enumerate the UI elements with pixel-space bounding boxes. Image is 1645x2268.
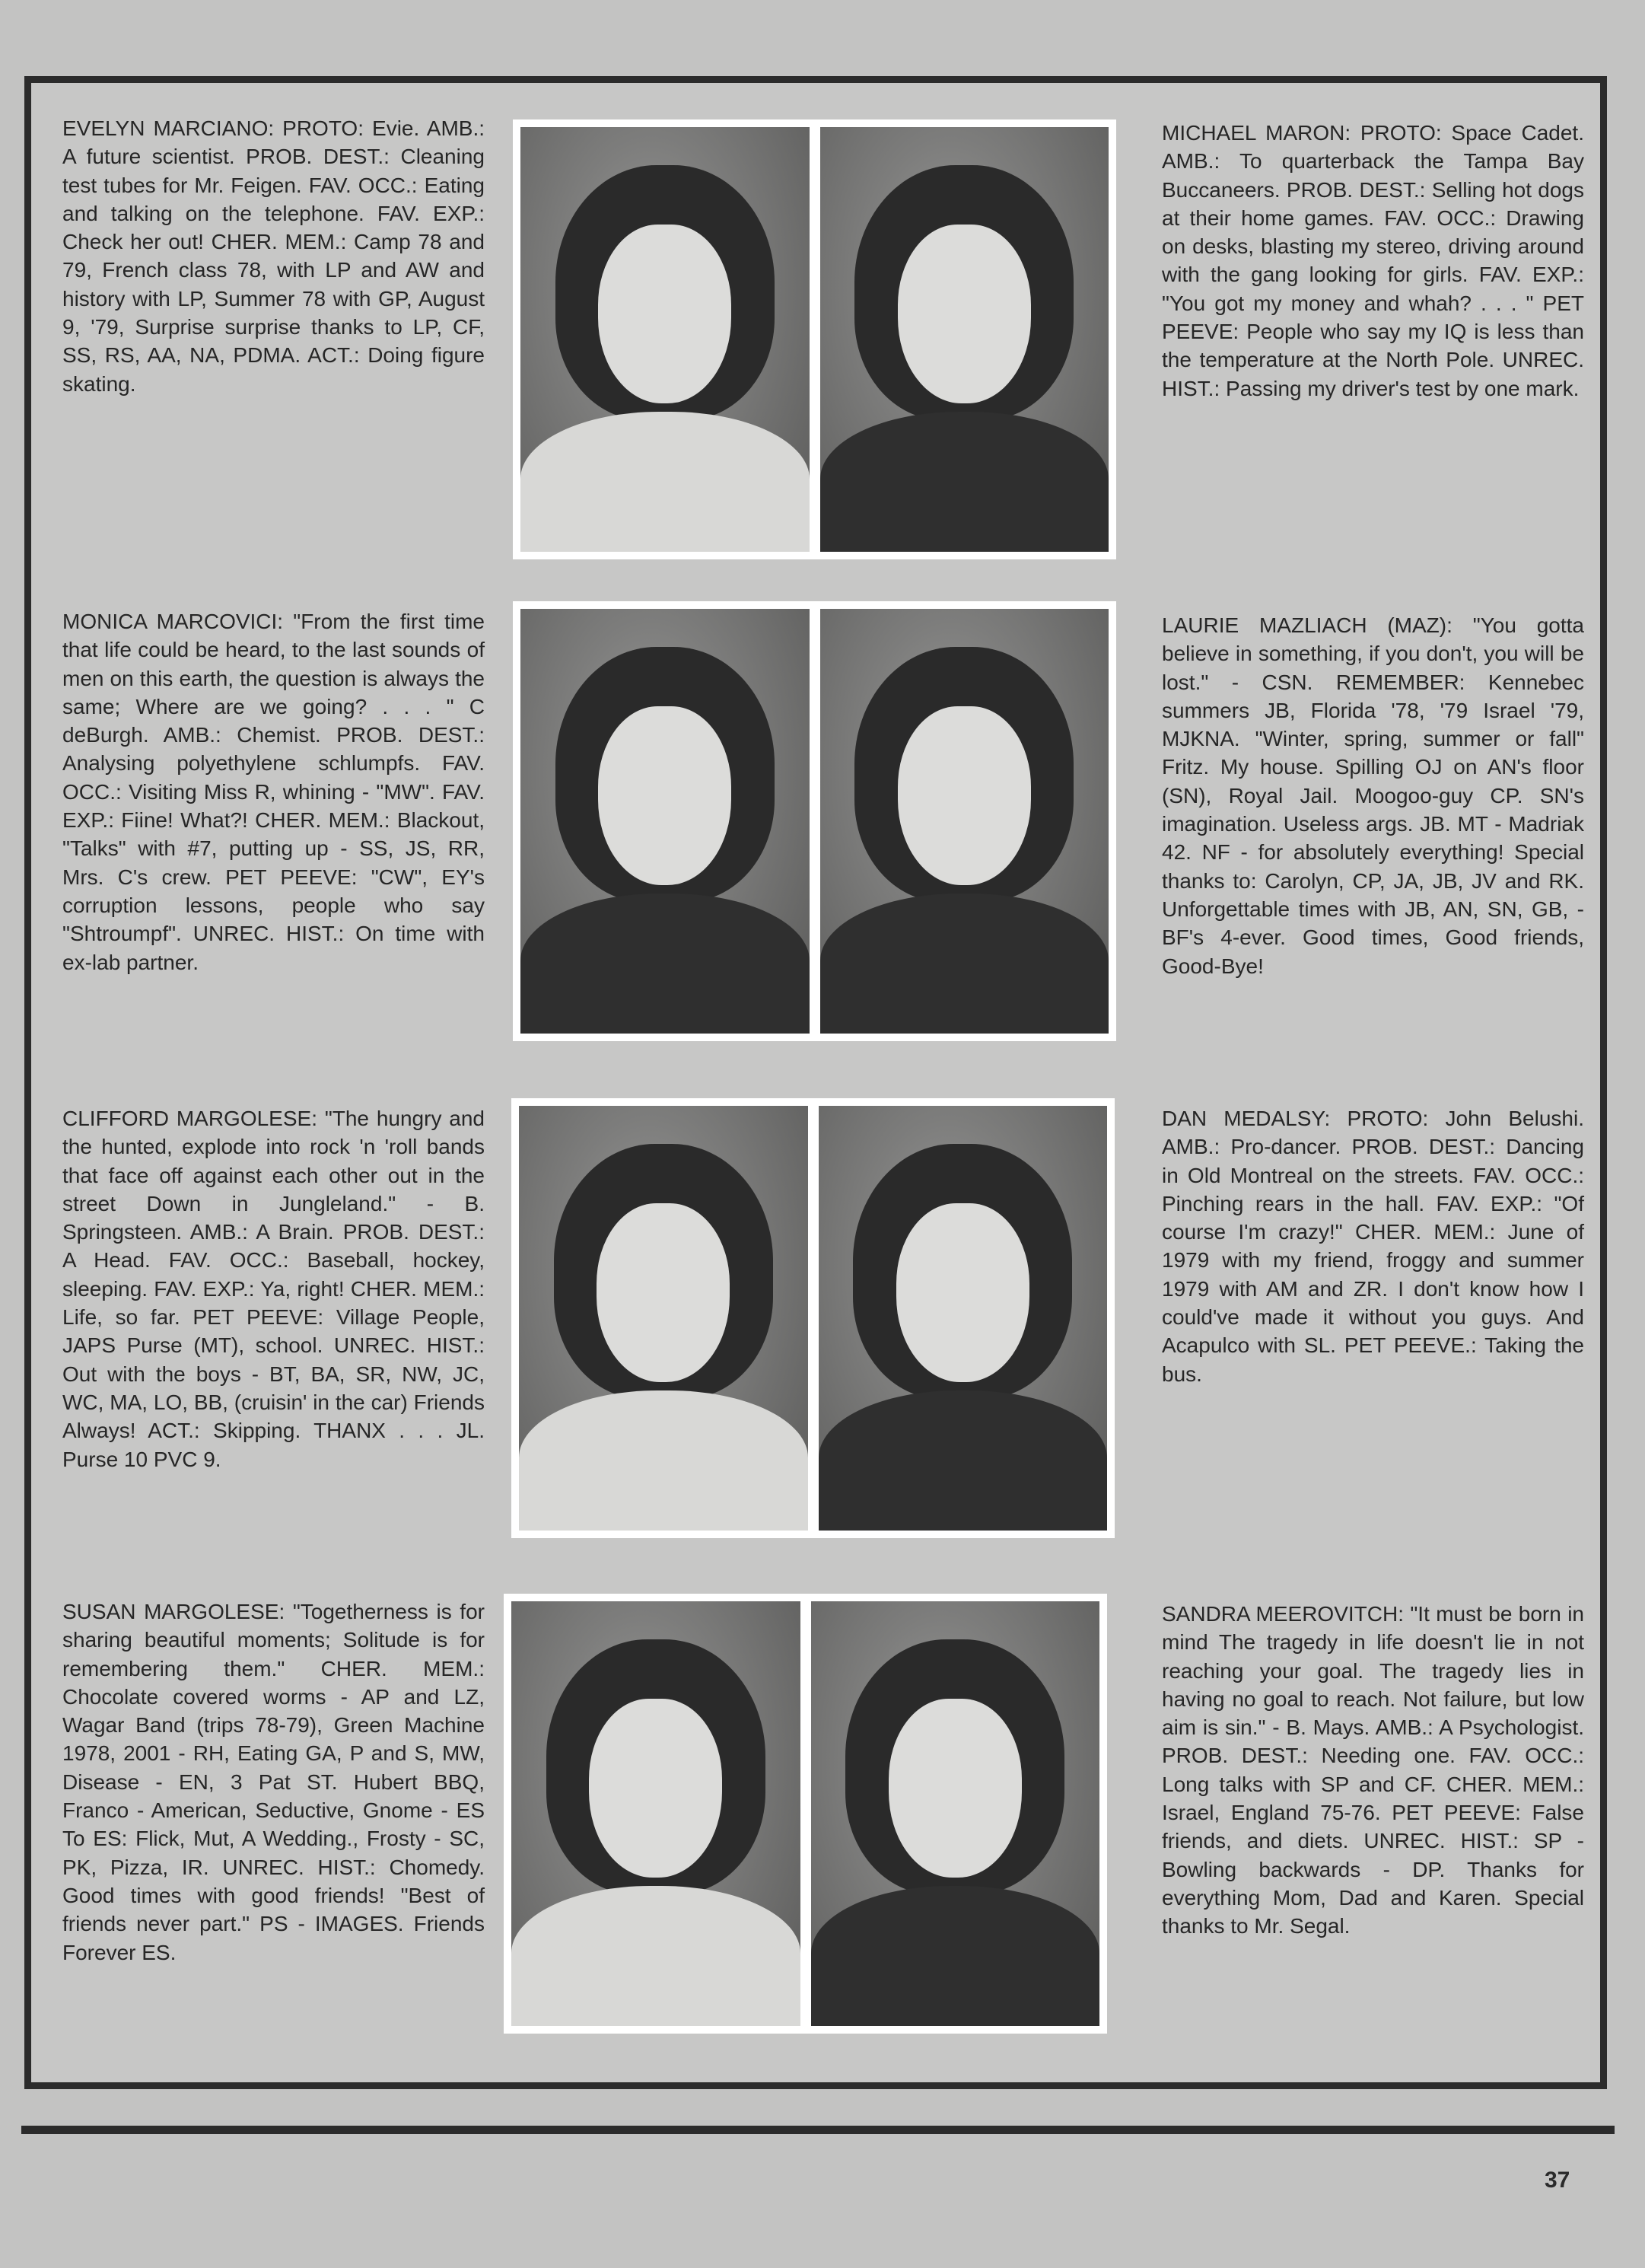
portrait-laurie-mazliach bbox=[820, 609, 1109, 1034]
bio-michael-maron: MICHAEL MARON: PROTO: Space Cadet. AMB.: To quarterback the Tampa Bay Buccaneers. PROB. DEST.: Selling hot dogs at their home games. FAV. OCC.: Drawing on desks, blasting my stereo, driving around with the gang looking for girls. FAV. EXP.: "You got my money and whah? . . . " PET PEEVE: People who say my IQ is less than the temperature at the North Pole. UNREC. HIST.: Passing my driver's test by one mark. bbox=[1162, 121, 1584, 400]
portrait-susan-margolese bbox=[511, 1601, 800, 2026]
bio-evelyn-marciano: EVELYN MARCIANO: PROTO: Evie. AMB.: A future scientist. PROB. DEST.: Cleaning test tubes for Mr. Feigen. FAV. OCC.: Eating and talking on the telephone. FAV. EXP.: Check her out! CHER. MEM.: Camp 78 and 79, French class 78, with LP and AW and history with LP, Summer 78 with GP, August 9, '79, Surprise surprise thanks to LP, CF, SS, RS, AA, NA, PDMA. ACT.: Doing figure skating. bbox=[62, 116, 485, 396]
photo-pair-row-1 bbox=[513, 119, 1116, 559]
bio-clifford-margolese: CLIFFORD MARGOLESE: "The hungry and the hunted, explode into rock 'n 'roll bands that face off against each other out in the street Down in Jungleland." - B. Springsteen. AMB.: A Brain. PROB. DEST.: A Head. FAV. OCC.: Baseball, hockey, sleeping. FAV. EXP.: Ya, right! CHER. MEM.: Life, so far. PET PEEVE: Village People, JAPS Purse (MT), school. UNREC. HIST.: Out with the boys - BT, BA, SR, NW, JC, WC, MA, LO, BB, (cruisin' in the car) Friends Always! ACT.: Skipping. THANX . . . JL. Purse 10 PVC 9. bbox=[62, 1107, 485, 1471]
portrait-evelyn-marciano bbox=[520, 127, 810, 552]
photo-pair-row-4 bbox=[504, 1594, 1107, 2034]
portrait-dan-medalsy bbox=[819, 1106, 1108, 1531]
bio-dan-medalsy: DAN MEDALSY: PROTO: John Belushi. AMB.: Pro-dancer. PROB. DEST.: Dancing in Old Montreal on the streets. FAV. OCC.: Pinching rears in the hall. FAV. EXP.: "Of course I'm crazy!" CHER. MEM.: June of 1979 with my friend, froggy and summer 1979 with AM and ZR. I don't know how I could've made it without you guys. And Acapulco with SL. PET PEEVE.: Taking the bus. bbox=[1162, 1107, 1584, 1386]
bio-sandra-meerovitch: SANDRA MEEROVITCH: "It must be born in mind The tragedy in life doesn't lie in not reaching your goal. The tragedy lies in having no goal to reach. Not failure, but low aim is sin." - B. Mays. AMB.: A Psychologist. PROB. DEST.: Needing one. FAV. OCC.: Long talks with SP and CF. CHER. MEM.: Israel, England 75-76. PET PEEVE: False friends, and diets. UNREC. HIST.: SP - Bowling backwards - DP. Thanks for everything Mom, Dad and Karen. Special thanks to Mr. Segal. bbox=[1162, 1602, 1584, 1938]
bio-susan-margolese: SUSAN MARGOLESE: "Togetherness is for sharing beautiful moments; Solitude is for remembering them." CHER. MEM.: Chocolate covered worms - AP and LZ, Wagar Band (trips 78-79), Green Machine 1978, 2001 - RH, Eating GA, P and S, MW, Disease - EN, 3 Pat ST. Hubert BBQ, Franco - American, Seductive, Gnome - ES To ES: Flick, Mut, A Wedding., Frosty - SC, PK, Pizza, IR. UNREC. HIST.: Chomedy. Good times with good friends! "Best of friends never part." PS - IMAGES. Friends Forever ES. bbox=[62, 1600, 485, 1964]
photo-pair-row-3 bbox=[511, 1098, 1115, 1538]
portrait-monica-marcovici bbox=[520, 609, 810, 1034]
bio-laurie-mazliach: LAURIE MAZLIACH (MAZ): "You gotta believe in something, if you don't, you will be lost." - CSN. REMEMBER: Kennebec summers JB, Florida '78, '79 Israel '79, MJKNA. "Winter, spring, summer or fall" Fritz. My house. Spilling OJ on AN's floor (SN), Royal Jail. Moogoo-guy CP. SN's imagination. Useless args. JB. MT - Madriak 42. NF - for absolutely everything! Special thanks to: Carolyn, CP, JA, JB, JV and RK. Unforgettable times with JB, AN, SN, GB, - BF's 4-ever. Good times, Good friends, Good-Bye! bbox=[1162, 613, 1584, 978]
bottom-rule bbox=[21, 2126, 1615, 2134]
bio-monica-marcovici: MONICA MARCOVICI: "From the first time that life could be heard, to the last sounds of men on this earth, the question is always the same; Where are we going? . . . " C deBurgh. AMB.: Chemist. PROB. DEST.: Analysing polyethylene schlumpfs. FAV. OCC.: Visiting Miss R, whining - "MW". FAV. EXP.: Fiine! What?! CHER. MEM.: Blackout, "Talks" with #7, putting up - SS, JS, RR, Mrs. C's crew. PET PEEVE: "CW", EY's corruption lessons, people who say "Shtroumpf". UNREC. HIST.: On time with ex-lab partner. bbox=[62, 610, 485, 974]
portrait-michael-maron bbox=[820, 127, 1109, 552]
portrait-clifford-margolese bbox=[519, 1106, 808, 1531]
page-number: 37 bbox=[1545, 2168, 1570, 2193]
photo-pair-row-2 bbox=[513, 601, 1116, 1041]
portrait-sandra-meerovitch bbox=[811, 1601, 1100, 2026]
